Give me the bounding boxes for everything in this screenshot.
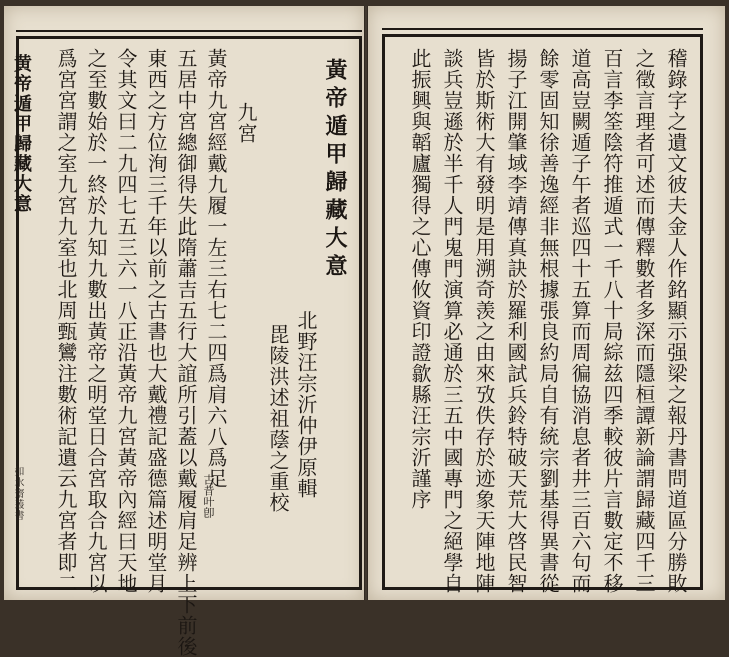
- text-column: 之至數始於一終於九知九數出黃帝之明堂日合宮取合九宮以: [84, 48, 108, 594]
- text-column: 道高豈闕遁子午者巡四十五算而周徧協消息者井三百六句而: [568, 48, 592, 594]
- interlinear-note: 古昔叶卽: [202, 474, 215, 518]
- text-column: 此振興與韜廬獨得之心傳攸資印證歙縣汪宗沂謹序: [408, 48, 432, 510]
- text-column: 東西之方位洵三千年以前之古書也大戴禮記盛德篇述明堂月: [144, 48, 168, 594]
- text-column: 五居中宮總御得失此隋蕭吉五行大誼所引蓋以戴履肩足辨上下前後: [174, 48, 198, 657]
- section-heading: 九宮: [234, 102, 258, 144]
- author-line: 北野汪宗沂仲伊原輯: [294, 310, 318, 499]
- text-column: 談兵豈遜於半千人門鬼門演算必通於三五中國專門之絕學自: [440, 48, 464, 594]
- text-column: 揚子江開肇域李靖傳真訣於羅利國試兵鈴特破天荒大啓民智: [504, 48, 528, 594]
- page-title: 黃帝遁甲歸藏大意: [322, 58, 348, 282]
- left-page: [4, 6, 364, 657]
- text-column: 爲宮宮謂之室九宮九室也北周甄鸞注數術記遺云九宮者即二: [54, 48, 78, 594]
- right-page: [368, 6, 725, 600]
- series-name: 如水齋叢書: [12, 466, 23, 521]
- text-column: 餘零固知徐善逸經非無根據張良約局自有統宗劉基得異書從: [536, 48, 560, 594]
- text-column: 黃帝九宮經戴九履一左三右七二四爲肩六八爲足: [204, 48, 228, 489]
- margin-title: 黄帝遁甲歸藏大意: [11, 54, 32, 214]
- text-column: 百言李筌陰符推遁式一千八十局綜兹四季較彼片言數定不移: [600, 48, 624, 594]
- left-top-rule: [16, 30, 362, 32]
- text-column: 稽錄字之遺文彼夫金人作銘顯示强梁之報丹書問道區分勝敗: [664, 48, 688, 594]
- right-top-rule: [382, 28, 703, 30]
- editor-line: 毘陵洪述祖蔭之重校: [266, 324, 290, 513]
- text-column: 令其文曰二九四七五三六一八正沿黃帝九宮黃帝內經曰天地: [114, 48, 138, 594]
- text-column: 之徵言理者可述而傳釋數者多深而隱桓譚新論謂歸藏四千三: [632, 48, 656, 594]
- text-column: 皆於斯術大有發明是用溯奇羡之由來攷佚存於迹象天陣地陣: [472, 48, 496, 594]
